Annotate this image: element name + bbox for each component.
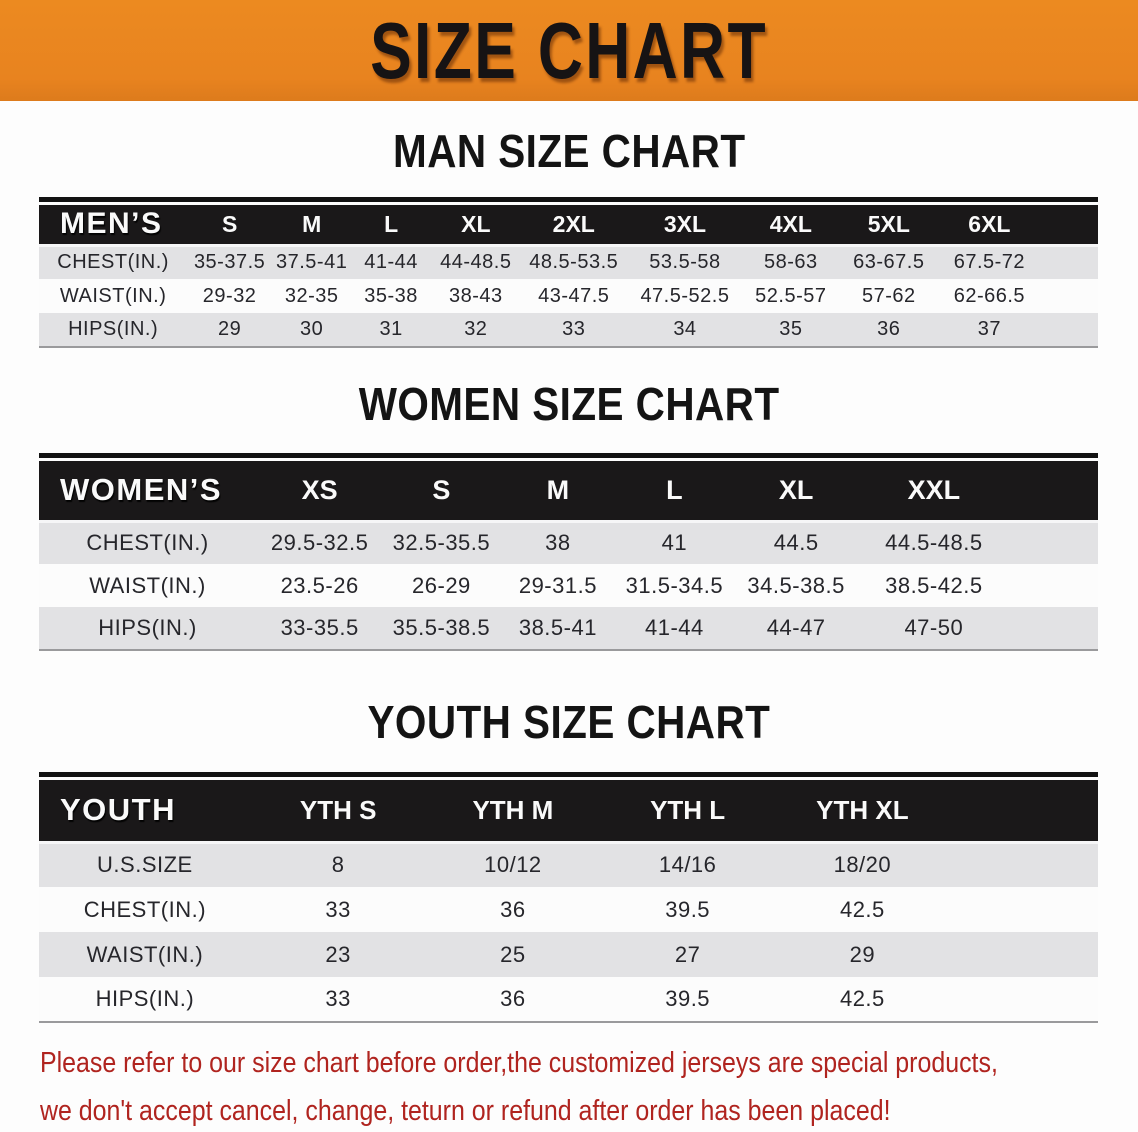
size-value: 35 [779, 318, 803, 340]
row-label: WAIST(IN.) [59, 284, 167, 307]
size-value: 18/20 [833, 852, 892, 878]
row-label: WAIST(IN.) [89, 572, 206, 598]
size-col-header: S [383, 461, 499, 521]
women-header-row [39, 461, 1098, 521]
size-col-header: YTH M [426, 780, 601, 842]
youth-size-table [39, 772, 1098, 1023]
spacer-cell [1040, 245, 1098, 279]
size-value: 29.5-32.5 [270, 530, 369, 556]
banner [0, 0, 1138, 101]
youth-heading-text: YOUTH SIZE CHART [367, 696, 771, 748]
size-col-header: 3XL [627, 205, 743, 245]
men-hips-row [39, 313, 1098, 347]
women-corner-label: WOMEN’S [39, 461, 256, 521]
size-value: 67.5-72 [953, 251, 1026, 274]
size-value: 39.5 [665, 986, 711, 1011]
size-value: 43-47.5 [538, 284, 610, 307]
spacer-cell [1008, 607, 1098, 650]
size-value: 31.5-34.5 [625, 572, 724, 598]
size-col-header: 2XL [521, 205, 627, 245]
size-value: 34.5-38.5 [747, 572, 845, 598]
size-col-header: M [272, 205, 351, 245]
row-label: HIPS(IN.) [98, 615, 197, 640]
size-value: 47.5-52.5 [640, 284, 730, 307]
size-value: 30 [300, 318, 324, 340]
row-label: WAIST(IN.) [86, 941, 204, 967]
size-value: 36 [500, 896, 526, 922]
size-value: 8 [331, 852, 345, 878]
size-value: 29 [217, 318, 242, 340]
size-value: 31 [379, 318, 403, 340]
size-value: 23 [325, 941, 351, 967]
women-heading-text: WOMEN SIZE CHART [358, 378, 780, 430]
spacer-cell [950, 977, 1098, 1022]
youth-hips-row [39, 977, 1098, 1022]
note-line-1: Please refer to our size chart before order,the customized jerseys are special products, [40, 1047, 998, 1079]
size-value: 38 [545, 530, 571, 556]
spacer-cell [950, 780, 1098, 842]
row-label: HIPS(IN.) [95, 986, 195, 1011]
size-value: 29 [849, 941, 876, 967]
size-value: 44-47 [766, 615, 826, 640]
size-value: 36 [500, 986, 526, 1011]
size-value: 35-38 [364, 284, 418, 307]
size-value: 47-50 [904, 615, 964, 640]
women-section-heading [0, 378, 1138, 430]
size-value: 32-35 [284, 284, 339, 307]
size-value: 34 [673, 318, 697, 340]
size-value: 44-48.5 [440, 251, 512, 274]
youth-section-heading [0, 696, 1138, 748]
youth-chest-row [39, 887, 1098, 932]
size-value: 29-32 [202, 284, 257, 307]
men-heading-text: MAN SIZE CHART [392, 125, 746, 177]
size-value: 44.5 [773, 530, 819, 556]
spacer-cell [1008, 461, 1098, 521]
spacer-cell [1040, 313, 1098, 347]
size-value: 41-44 [644, 615, 704, 640]
size-value: 39.5 [665, 896, 711, 922]
size-value: 37.5-41 [276, 251, 348, 274]
women-waist-row [39, 564, 1098, 607]
size-col-header: 5XL [838, 205, 939, 245]
spacer-cell [1008, 564, 1098, 607]
size-col-header: XL [431, 205, 521, 245]
size-value: 52.5-57 [755, 284, 827, 307]
size-col-header: M [500, 461, 616, 521]
row-label: HIPS(IN.) [68, 318, 159, 340]
banner-title: SIZE CHART [370, 5, 768, 95]
size-value: 57-62 [861, 284, 916, 307]
size-value: 32 [464, 318, 488, 340]
size-value: 37 [977, 318, 1001, 340]
size-value: 14/16 [658, 852, 717, 878]
women-hips-row [39, 607, 1098, 650]
row-label: CHEST(IN.) [57, 251, 169, 274]
size-col-header: L [616, 461, 732, 521]
spacer-cell [950, 842, 1098, 887]
size-value: 33 [325, 986, 351, 1011]
row-label: CHEST(IN.) [86, 530, 209, 556]
size-value: 41 [661, 530, 688, 556]
women-size-table [39, 453, 1098, 651]
youth-waist-row [39, 932, 1098, 977]
size-value: 38.5-41 [518, 615, 597, 640]
size-value: 36 [877, 318, 901, 340]
spacer-cell [950, 932, 1098, 977]
men-chest-row [39, 245, 1098, 279]
size-value: 35-37.5 [193, 251, 266, 274]
size-value: 33 [562, 318, 586, 340]
size-col-header: L [351, 205, 430, 245]
youth-corner-label: YOUTH [39, 780, 251, 842]
size-value: 41-44 [364, 251, 418, 274]
women-chest-row [39, 521, 1098, 564]
size-col-header: XS [256, 461, 383, 521]
size-value: 63-67.5 [853, 251, 925, 274]
size-value: 38.5-42.5 [885, 572, 983, 598]
size-value: 38-43 [448, 284, 503, 307]
men-waist-row [39, 279, 1098, 313]
size-value: 25 [500, 941, 526, 967]
size-value: 44.5-48.5 [885, 530, 983, 556]
size-value: 10/12 [484, 852, 542, 878]
size-col-header: YTH S [251, 780, 426, 842]
size-value: 35.5-38.5 [392, 615, 491, 640]
men-size-table [39, 197, 1098, 348]
size-value: 53.5-58 [649, 251, 721, 274]
size-value: 27 [674, 941, 701, 967]
order-policy-note [40, 1039, 1138, 1132]
men-header-row [39, 205, 1098, 245]
size-value: 32.5-35.5 [392, 530, 491, 556]
spacer-cell [950, 887, 1098, 932]
size-col-header: S [187, 205, 272, 245]
spacer-cell [1040, 205, 1098, 245]
youth-ussize-row [39, 842, 1098, 887]
spacer-cell [1040, 279, 1098, 313]
size-col-header: 4XL [743, 205, 838, 245]
size-value: 42.5 [839, 986, 885, 1011]
size-value: 26-29 [412, 572, 471, 598]
size-value: 23.5-26 [280, 572, 359, 598]
size-value: 29-31.5 [518, 572, 597, 598]
row-label: U.S.SIZE [97, 852, 193, 878]
men-corner-label: MEN’S [39, 205, 187, 245]
size-value: 33-35.5 [280, 615, 359, 640]
men-section-heading [0, 125, 1138, 177]
size-value: 58-63 [764, 251, 818, 274]
note-line-2: we don't accept cancel, change, teturn or refund after order has been placed! [40, 1095, 891, 1127]
size-col-header: XL [733, 461, 860, 521]
size-value: 42.5 [839, 896, 885, 922]
row-label: CHEST(IN.) [83, 896, 207, 922]
size-value: 33 [325, 896, 351, 922]
spacer-cell [1008, 521, 1098, 564]
size-col-header: YTH L [600, 780, 775, 842]
size-col-header: XXL [860, 461, 1008, 521]
size-col-header: 6XL [939, 205, 1040, 245]
youth-header-row [39, 780, 1098, 842]
size-value: 48.5-53.5 [529, 251, 619, 274]
size-col-header: YTH XL [775, 780, 950, 842]
size-value: 62-66.5 [953, 284, 1026, 307]
